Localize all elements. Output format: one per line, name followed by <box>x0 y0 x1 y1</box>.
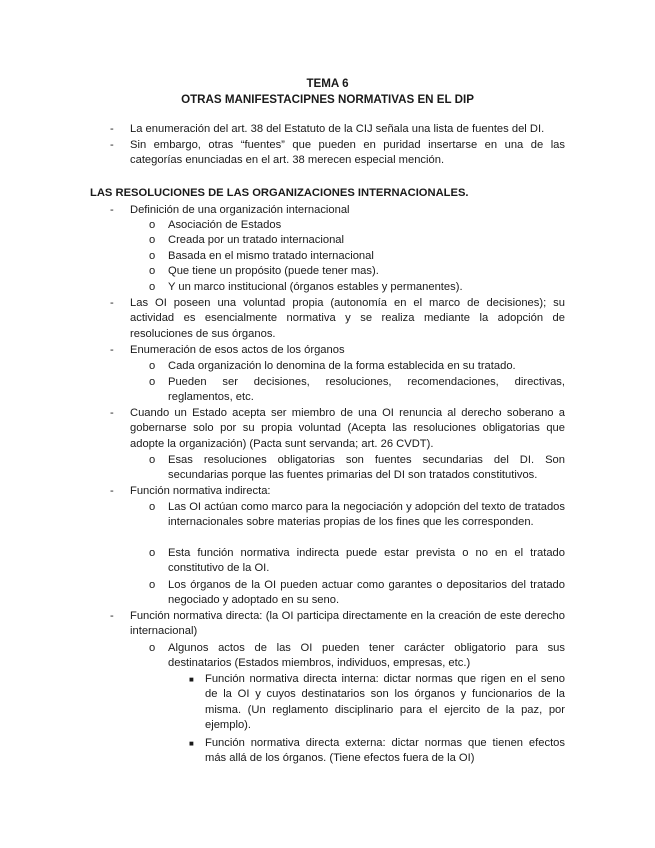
list-item-text: Función normativa directa interna: dictar normas que rigen en el seno de la OI y cuyos destinatarios son los órganos y funcionarios de la misma. (Un reglamento disciplinario para el ejercito de la paz, por ejemplo). <box>205 673 565 732</box>
list-item-text: Definición de una organización internacional <box>130 204 350 216</box>
dash-bullet: - <box>110 204 114 216</box>
list-item-text: Función normativa directa: (la OI participa directamente en la creación de este derecho internacional) <box>130 610 565 638</box>
square-bullet: ■ <box>189 739 194 748</box>
circle-bullet: o <box>149 376 156 388</box>
list-item <box>149 641 565 672</box>
list-item <box>110 406 565 452</box>
dash-bullet: - <box>110 610 114 622</box>
list-item-text: Las OI poseen una voluntad propia (autonomía en el marco de decisiones); su actividad es esencialmente normativa y se realiza mediante la adopción de resoluciones de sus órganos. <box>130 297 565 340</box>
dash-bullet: - <box>110 123 114 135</box>
list-item <box>110 203 565 218</box>
list-item-text: Esta función normativa indirecta puede estar prevista o no en el tratado constitutivo de la OI. <box>168 547 565 575</box>
list-item-text: Algunos actos de las OI pueden tener carácter obligatorio para sus destinatarios (Estados miembros, individuos, empresas, etc.) <box>168 642 565 670</box>
list-item <box>149 453 565 484</box>
list-item-text: Enumeración de esos actos de los órganos <box>130 344 345 356</box>
circle-bullet: o <box>149 360 156 372</box>
list-item-text: Que tiene un propósito (puede tener mas). <box>168 265 379 277</box>
list-item <box>149 578 565 609</box>
list-item-text: Función normativa indirecta: <box>130 485 271 497</box>
square-bullet: ■ <box>189 675 194 684</box>
dash-bullet: - <box>110 407 114 419</box>
dash-bullet: - <box>110 297 114 309</box>
section-heading: LAS RESOLUCIONES DE LAS ORGANIZACIONES INTERNACIONALES. <box>90 187 469 199</box>
list-item-text: Cuando un Estado acepta ser miembro de una OI renuncia al derecho soberano a gobernarse solo por su propia voluntad (Acepta las resoluciones obligatorias que adopte la organización) (Pacta sunt servanda; art. 26 CVDT). <box>130 407 565 450</box>
dash-bullet: - <box>110 139 114 151</box>
list-item <box>149 546 565 577</box>
list-item <box>110 609 565 640</box>
dash-bullet: - <box>110 485 114 497</box>
list-item <box>149 249 565 264</box>
list-item-text: Función normativa directa externa: dictar normas que tienen efectos más allá de los órganos. (Tiene efectos fuera de la OI) <box>205 737 565 765</box>
list-item <box>110 122 565 137</box>
list-item-text: La enumeración del art. 38 del Estatuto de la CIJ señala una lista de fuentes del DI. <box>130 123 545 135</box>
list-item-text: Pueden ser decisiones, resoluciones, recomendaciones, directivas, reglamentos, etc. <box>168 376 565 404</box>
list-item-text: Sin embargo, otras “fuentes” que pueden en puridad insertarse en una de las categorías enunciadas en el art. 38 merecen especial mención. <box>130 139 565 167</box>
document-title: OTRAS MANIFESTACIPNES NORMATIVAS EN EL DIP <box>181 93 474 106</box>
list-item-text: Asociación de Estados <box>168 219 282 231</box>
circle-bullet: o <box>149 579 156 591</box>
list-item <box>149 233 565 248</box>
list-item <box>149 264 565 279</box>
list-item <box>189 672 565 734</box>
list-item <box>149 359 565 374</box>
list-item-text: Las OI actúan como marco para la negociación y adopción del texto de tratados internacionales sobre materias propias de los fines que les corresponden. <box>168 501 565 529</box>
list-item-text: Creada por un tratado internacional <box>168 234 345 246</box>
circle-bullet: o <box>149 642 156 654</box>
circle-bullet: o <box>149 501 156 513</box>
list-item-text: Los órganos de la OI pueden actuar como garantes o depositarios del tratado negociado y adoptado en su seno. <box>168 579 565 607</box>
list-item <box>110 296 565 342</box>
list-item <box>110 484 565 499</box>
list-item <box>110 138 565 169</box>
list-item-text: Cada organización lo denomina de la forma establecida en su tratado. <box>168 360 516 372</box>
list-item <box>149 280 565 295</box>
circle-bullet: o <box>149 281 156 293</box>
dash-bullet: - <box>110 344 114 356</box>
circle-bullet: o <box>149 265 156 277</box>
list-item <box>110 343 565 358</box>
circle-bullet: o <box>149 219 156 231</box>
list-item <box>149 500 565 531</box>
list-item <box>189 736 565 767</box>
topic-heading: TEMA 6 <box>306 77 349 90</box>
list-item-text: Basada en el mismo tratado internacional <box>168 250 374 262</box>
list-item <box>149 375 565 406</box>
list-item <box>149 218 565 233</box>
circle-bullet: o <box>149 454 156 466</box>
circle-bullet: o <box>149 547 156 559</box>
circle-bullet: o <box>149 234 156 246</box>
circle-bullet: o <box>149 250 156 262</box>
list-item-text: Y un marco institucional (órganos estables y permanentes). <box>168 281 463 293</box>
list-item-text: Esas resoluciones obligatorias son fuentes secundarias del DI. Son secundarias porque las fuentes primarias del DI son tratados constitutivos. <box>168 454 565 482</box>
